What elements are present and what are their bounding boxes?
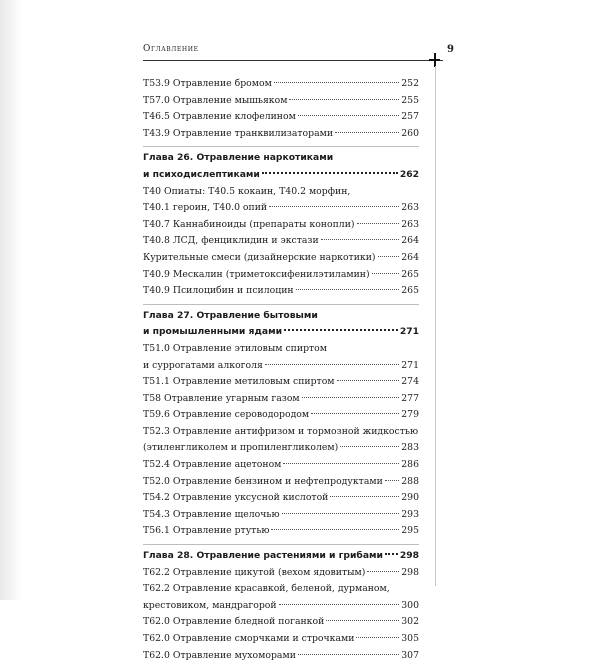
toc-entry[interactable] bbox=[143, 490, 419, 507]
dot-leader bbox=[335, 132, 399, 133]
toc-entry-page: 288 bbox=[401, 475, 419, 487]
toc-entry-page: 298 bbox=[399, 550, 419, 562]
toc-entry[interactable] bbox=[143, 93, 419, 110]
toc-entry-title: T59.6 Отравление сероводородом bbox=[143, 409, 310, 421]
toc-entry-title: T40.8 ЛСД, фенциклидин и экстази bbox=[143, 235, 319, 247]
toc-entry[interactable] bbox=[143, 217, 419, 234]
toc-entry-title: (этиленгликолем и пропиленгликолем) bbox=[143, 442, 339, 454]
toc-entry-page: 302 bbox=[401, 616, 419, 628]
toc-entry[interactable] bbox=[143, 267, 419, 284]
toc-entry-title: T52.0 Отравление бензином и нефтепродуктами bbox=[143, 475, 383, 487]
toc-entry-title: T58 Отравление угарным газом bbox=[143, 392, 300, 404]
dot-leader bbox=[284, 329, 398, 331]
toc-entry[interactable] bbox=[143, 565, 419, 582]
toc-entry-page: 262 bbox=[399, 168, 419, 180]
dot-leader bbox=[378, 256, 400, 257]
dot-leader bbox=[367, 571, 399, 572]
dot-leader bbox=[321, 239, 400, 240]
toc-entry-title: T53.9 Отравление бромом bbox=[143, 78, 272, 89]
toc-entry-page: 264 bbox=[401, 251, 419, 263]
toc-entry-page: 300 bbox=[401, 599, 419, 611]
header-rule bbox=[143, 60, 443, 61]
toc-chapter-line[interactable] bbox=[143, 150, 419, 167]
toc-entry-title: T52.4 Отравление ацетоном bbox=[143, 459, 282, 471]
dot-leader bbox=[279, 604, 400, 605]
toc-entry-title: T51.1 Отравление метиловым спиртом bbox=[143, 376, 335, 388]
dot-leader bbox=[274, 82, 399, 83]
toc-entry-page: 286 bbox=[401, 459, 419, 471]
toc-entry[interactable] bbox=[143, 233, 419, 250]
toc-entry-page: 298 bbox=[401, 566, 419, 578]
toc-entry[interactable] bbox=[143, 631, 419, 648]
toc-entry-title: крестовиком, мандрагорой bbox=[143, 599, 277, 611]
toc-entry[interactable] bbox=[143, 250, 419, 267]
dot-leader bbox=[330, 496, 399, 497]
toc-entry-page: 257 bbox=[401, 111, 419, 123]
toc-entry-title: T40.7 Каннабиноиды (препараты конопли) bbox=[143, 218, 355, 230]
dot-leader bbox=[298, 654, 399, 655]
toc-entry-title: T40 Опиаты: T40.5 кокаин, T40.2 морфин, bbox=[143, 185, 351, 197]
dot-leader bbox=[298, 115, 399, 116]
dot-leader bbox=[265, 364, 399, 365]
toc-entry-title: T54.2 Отравление уксусной кислотой bbox=[143, 492, 329, 504]
toc-entry[interactable] bbox=[143, 440, 419, 457]
header-title: Оглавление bbox=[143, 44, 199, 54]
dot-leader bbox=[283, 463, 399, 464]
toc-entry[interactable] bbox=[143, 76, 419, 93]
toc-chapter-line[interactable] bbox=[143, 167, 419, 184]
toc-entry[interactable] bbox=[143, 126, 419, 143]
toc-chapter-line[interactable] bbox=[143, 308, 419, 325]
toc-chapter-line[interactable] bbox=[143, 324, 419, 341]
toc-entry-page: 271 bbox=[401, 359, 419, 371]
toc-entry-page: 260 bbox=[401, 127, 419, 139]
toc-entry-title: T46.5 Отравление клофелином bbox=[143, 111, 296, 123]
toc-entry-title: Глава 28. Отравление растениями и грибами bbox=[143, 550, 383, 562]
toc-entry[interactable] bbox=[143, 457, 419, 474]
toc-entry-page: 283 bbox=[401, 442, 419, 454]
dot-leader bbox=[296, 289, 400, 290]
dot-leader bbox=[302, 397, 400, 398]
dot-leader bbox=[282, 513, 400, 514]
toc-entry-title: T43.9 Отравление транквилизаторами bbox=[143, 127, 334, 139]
toc-entry[interactable] bbox=[143, 523, 419, 540]
dot-leader bbox=[289, 99, 399, 100]
toc-entry[interactable] bbox=[143, 283, 419, 300]
dot-leader bbox=[357, 223, 400, 224]
dot-leader bbox=[385, 553, 398, 555]
toc-entry-page: 252 bbox=[401, 78, 419, 89]
toc-entry[interactable] bbox=[143, 581, 419, 598]
crossmark-icon-vertical bbox=[434, 53, 436, 67]
chapter-separator bbox=[143, 304, 419, 305]
toc-entry-page: 265 bbox=[401, 285, 419, 297]
dot-leader bbox=[356, 637, 399, 638]
toc-entry-page: 305 bbox=[401, 633, 419, 644]
toc-entry-title: Курительные смеси (дизайнерские наркотики) bbox=[143, 251, 376, 263]
toc-entry[interactable] bbox=[143, 109, 419, 126]
toc-entry[interactable] bbox=[143, 391, 419, 408]
toc-entry-page: 263 bbox=[401, 218, 419, 230]
dot-leader bbox=[269, 206, 399, 207]
toc-entry-title: T51.0 Отравление этиловым спиртом bbox=[143, 342, 327, 354]
toc-entry-title: T54.3 Отравление щелочью bbox=[143, 508, 280, 520]
dot-leader bbox=[372, 273, 400, 274]
toc-entry-page: 255 bbox=[401, 94, 419, 106]
page-number: 9 bbox=[447, 44, 454, 55]
toc-entry[interactable] bbox=[143, 598, 419, 615]
toc-entry-page: 265 bbox=[401, 268, 419, 280]
toc-entry[interactable] bbox=[143, 507, 419, 524]
toc-entry-title: и суррогатами алкоголя bbox=[143, 359, 263, 371]
toc-entry[interactable] bbox=[143, 341, 419, 358]
toc-entry-title: T40.9 Мескалин (триметоксифенилэтиламин) bbox=[143, 268, 370, 280]
toc-entry-title: Глава 27. Отравление бытовыми bbox=[143, 309, 318, 321]
toc-entry[interactable] bbox=[143, 614, 419, 631]
toc-entry-page: 274 bbox=[401, 376, 419, 388]
toc-entry-title: T40.9 Псилоцибин и псилоцин bbox=[143, 285, 294, 297]
dot-leader bbox=[326, 620, 399, 621]
dot-leader bbox=[337, 380, 400, 381]
toc-entry-page: 264 bbox=[401, 235, 419, 247]
toc-entry-title: и промышленными ядами bbox=[143, 326, 283, 338]
toc-entry-page: 293 bbox=[401, 508, 419, 520]
toc-entry-title: T56.1 Отравление ртутью bbox=[143, 525, 270, 537]
toc-entry-page: 290 bbox=[401, 492, 419, 504]
toc-entry[interactable] bbox=[143, 407, 419, 424]
toc-entry[interactable] bbox=[143, 200, 419, 217]
toc-entry-title: T62.0 Отравление сморчками и строчками bbox=[143, 633, 355, 644]
toc-entry-title: T52.3 Отравление антифризом и тормозной жидкостью bbox=[143, 425, 419, 437]
running-header bbox=[143, 44, 461, 62]
toc-entry-title: T57.0 Отравление мышьяком bbox=[143, 94, 288, 106]
dot-leader bbox=[271, 529, 399, 530]
toc-entry[interactable] bbox=[143, 358, 419, 375]
toc-entry[interactable] bbox=[143, 374, 419, 391]
toc-entry-page: 295 bbox=[401, 525, 419, 537]
toc-entry[interactable] bbox=[143, 474, 419, 491]
toc-entry-title: T40.1 героин, T40.0 опий bbox=[143, 202, 268, 214]
toc-entry[interactable] bbox=[143, 648, 419, 664]
toc-entry[interactable] bbox=[143, 424, 419, 441]
dot-leader bbox=[385, 480, 399, 481]
toc-entry-page: 279 bbox=[401, 409, 419, 421]
toc-entry-title: T62.2 Отравление красавкой, беленой, дурманом, bbox=[143, 583, 390, 595]
toc-entry-title: T62.0 Отравление бледной поганкой bbox=[143, 616, 325, 628]
toc-entry[interactable] bbox=[143, 184, 419, 201]
toc-entry-page: 263 bbox=[401, 202, 419, 214]
table-of-contents bbox=[143, 76, 419, 664]
chapter-separator bbox=[143, 146, 419, 147]
toc-entry-title: Глава 26. Отравление наркотиками bbox=[143, 152, 334, 164]
toc-entry-page: 277 bbox=[401, 392, 419, 404]
toc-chapter-line[interactable] bbox=[143, 548, 419, 565]
dot-leader bbox=[262, 172, 398, 174]
dot-leader bbox=[340, 446, 399, 447]
dot-leader bbox=[311, 413, 399, 414]
toc-entry-title: T62.0 Отравление мухоморами bbox=[143, 649, 296, 661]
toc-entry-page: 307 bbox=[401, 649, 419, 661]
toc-entry-title: T62.2 Отравление цикутой (вехом ядовитым) bbox=[143, 566, 366, 578]
chapter-separator bbox=[143, 544, 419, 545]
toc-entry-page: 271 bbox=[399, 326, 419, 338]
page-edge-shadow bbox=[0, 0, 22, 600]
toc-entry-title: и психодислептиками bbox=[143, 168, 260, 180]
margin-rule bbox=[435, 66, 436, 586]
